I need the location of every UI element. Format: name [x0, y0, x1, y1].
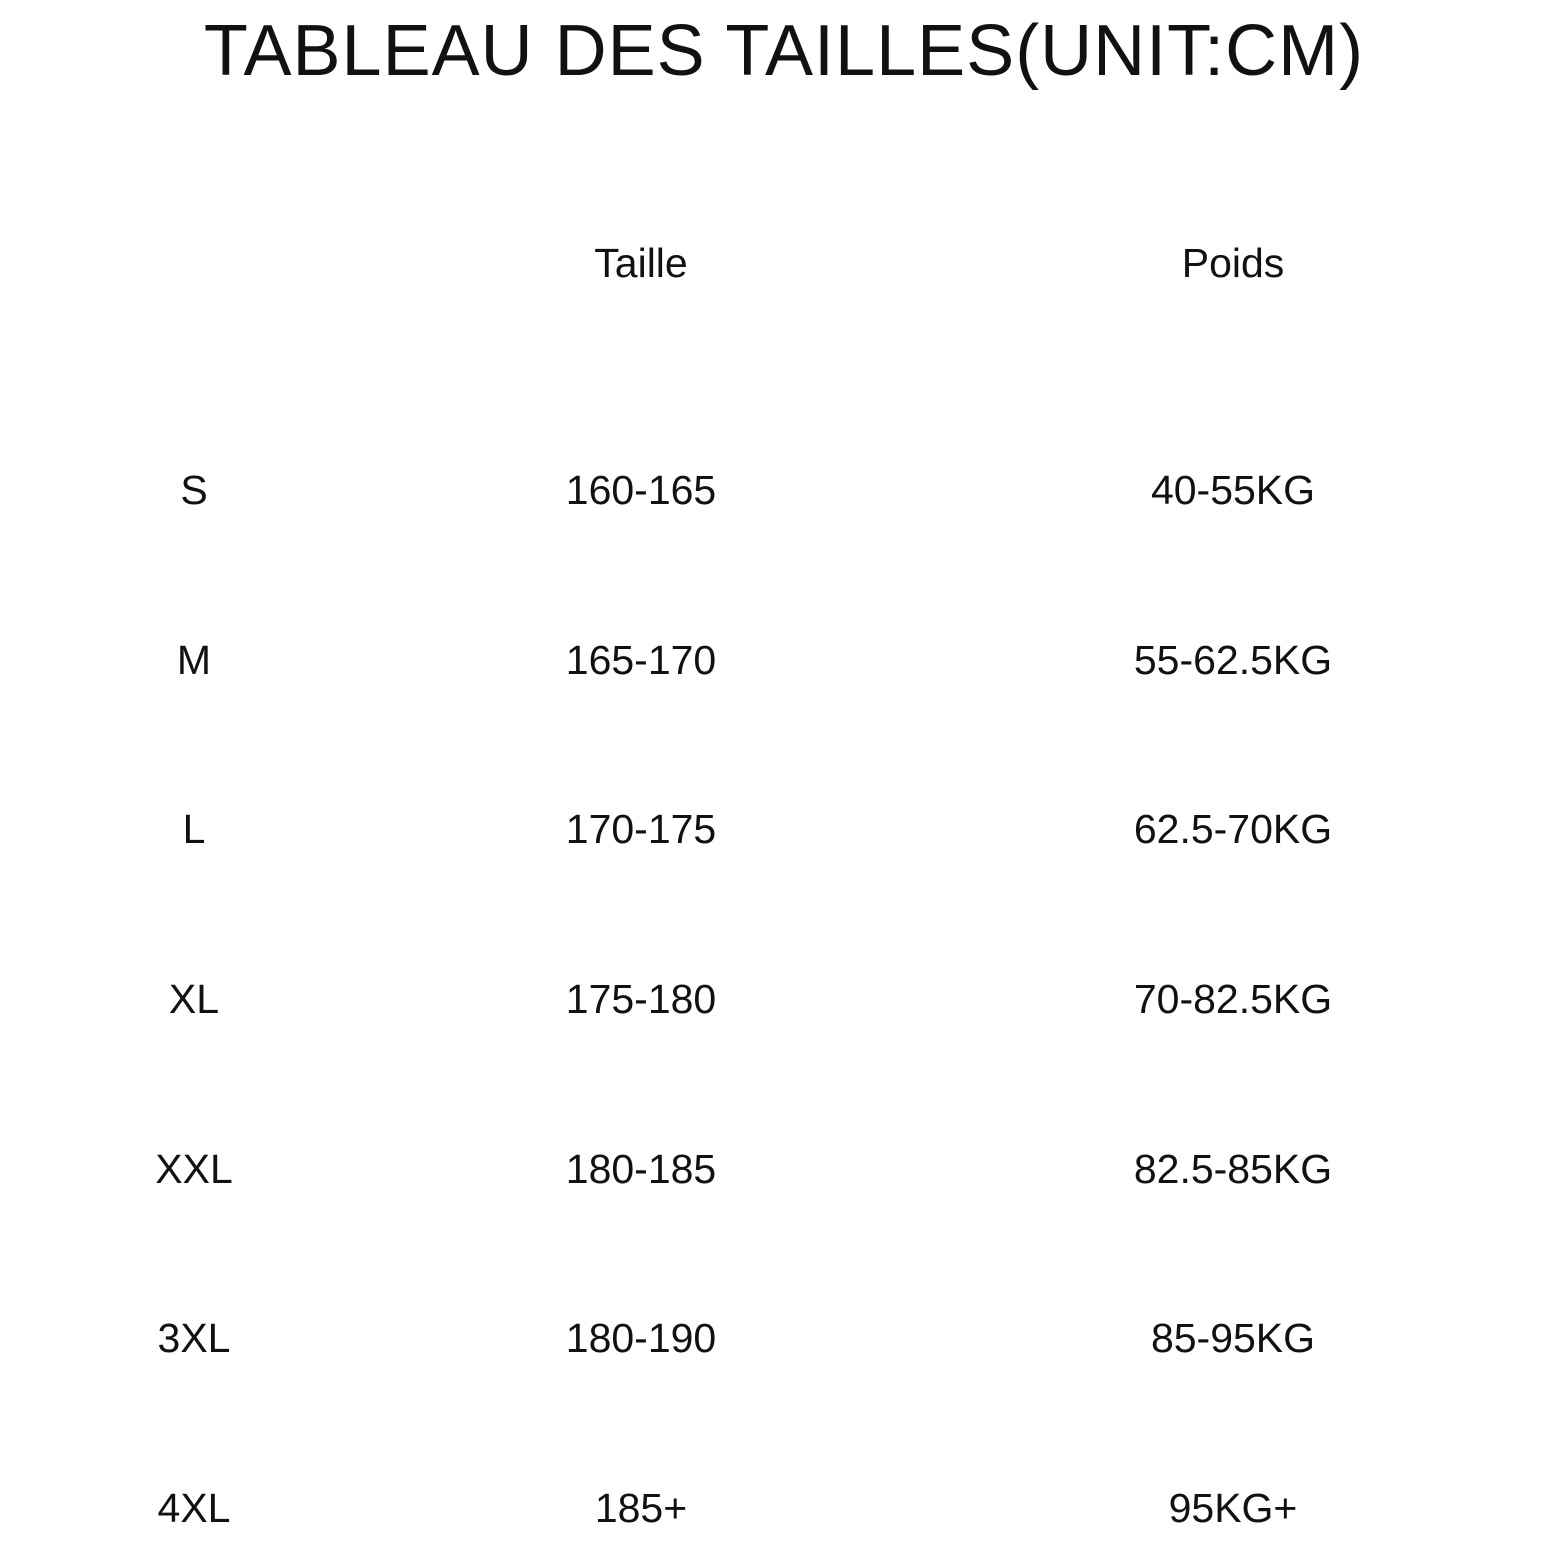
size-label: XXL	[155, 1146, 233, 1192]
size-label: 4XL	[157, 1485, 231, 1531]
taille-value: 180-185	[565, 1146, 717, 1192]
taille-value: 170-175	[565, 806, 717, 852]
size-label: M	[176, 637, 212, 683]
page-title: TABLEAU DES TAILLES(UNIT:CM)	[203, 11, 1365, 91]
taille-value: 185+	[594, 1485, 688, 1531]
header-taille: Taille	[594, 240, 688, 286]
poids-value: 62.5-70KG	[1133, 806, 1333, 852]
taille-value: 175-180	[565, 976, 717, 1022]
header-poids: Poids	[1181, 240, 1285, 286]
taille-value: 160-165	[565, 467, 717, 513]
poids-value: 82.5-85KG	[1133, 1146, 1333, 1192]
poids-value: 55-62.5KG	[1133, 637, 1333, 683]
size-label: XL	[168, 976, 220, 1022]
poids-value: 95KG+	[1168, 1485, 1298, 1531]
taille-value: 165-170	[565, 637, 717, 683]
size-label: S	[180, 467, 208, 513]
poids-value: 70-82.5KG	[1133, 976, 1333, 1022]
poids-value: 85-95KG	[1150, 1315, 1316, 1361]
size-label: 3XL	[157, 1315, 231, 1361]
taille-value: 180-190	[565, 1315, 717, 1361]
size-label: L	[182, 806, 206, 852]
poids-value: 40-55KG	[1150, 467, 1316, 513]
